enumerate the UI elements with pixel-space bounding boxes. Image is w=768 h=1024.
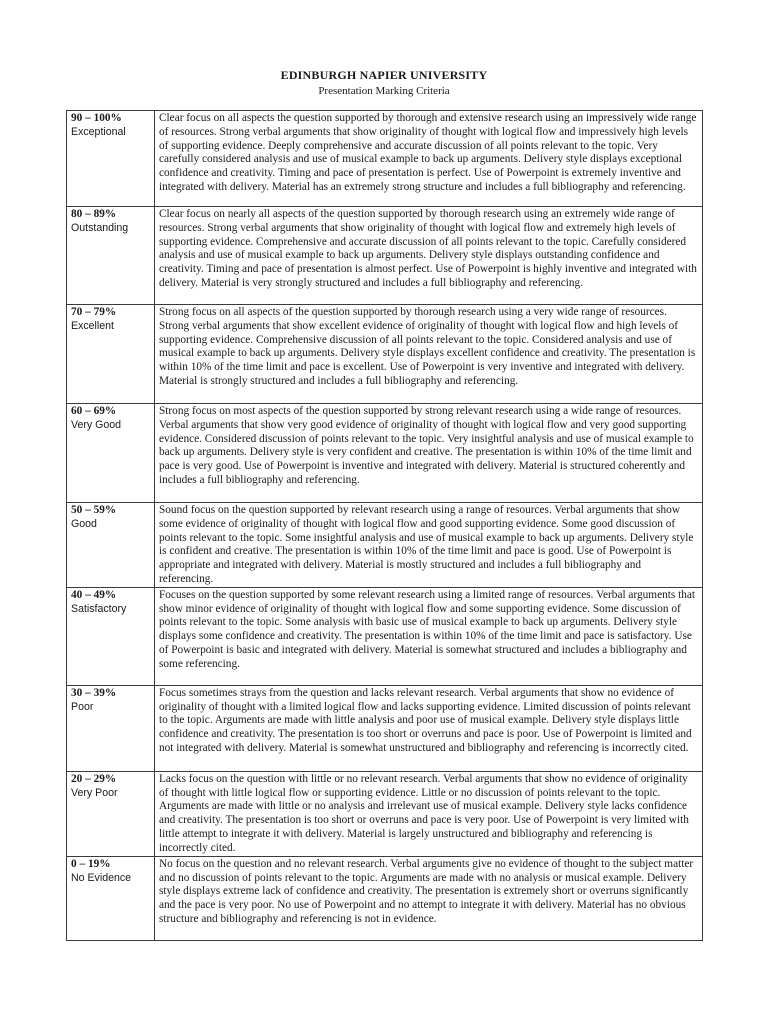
document-header — [0, 66, 768, 98]
grade-label: Good — [71, 517, 97, 530]
criteria-description: Sound focus on the question supported by relevant research using a range of resources. Verbal arguments that show some evidence of originality of thought with logical flow and good supporting evidence. Some good discussion of points relevant to the topic. Some insightful analysis and use of musical example to back up arguments. Delivery style is confident and creative. The presentation is within 10% of the time limit and pace is good. Use of Powerpoint is appropriate and integrated with delivery. Material is mostly structured and includes a full bibliography and referencing. — [155, 503, 703, 588]
grade-range: 0 – 19% — [71, 857, 111, 870]
criteria-row — [67, 207, 703, 305]
marking-criteria-table — [66, 110, 703, 941]
grade-cell — [67, 503, 155, 588]
grade-range: 70 – 79% — [71, 306, 117, 318]
grade-cell — [67, 856, 155, 940]
grade-label: Exceptional — [71, 125, 126, 138]
grade-label: Very Good — [71, 418, 122, 431]
grade-range: 80 – 89% — [71, 208, 117, 220]
grade-label: Excellent — [71, 319, 114, 332]
grade-cell — [67, 111, 155, 207]
criteria-row — [67, 305, 703, 404]
page-subtitle: Presentation Marking Criteria — [318, 85, 450, 97]
criteria-description: Clear focus on all aspects the question supported by thorough and extensive research using an impressively wide range of resources. Strong verbal arguments that show originality of thought with logical flow and impressively high levels of supporting evidence. Deeply comprehensive and accurate discussion of all points relevant to the topic. Very carefully considered analysis and use of musical example to back up arguments. Delivery style displays exceptional confidence and creativity. Timing and pace of presentation is perfect. Use of Powerpoint is extremely inventive and integrated with delivery. Material has an extremely strong structure and includes a full bibliography and referencing. — [155, 111, 703, 207]
grade-label: Outstanding — [71, 221, 129, 234]
grade-label: Satisfactory — [71, 602, 127, 615]
grade-cell — [67, 771, 155, 856]
criteria-description: Lacks focus on the question with little or no relevant research. Verbal arguments that show no evidence of originality of thought with little logical flow or supporting evidence. Little or no discussion of points relevant to the topic. Arguments are made with little or no analysis and irrelevant use of musical example. Delivery style lacks confidence and creativity. The presentation is too short or overruns and pace is very poor. Use of Powerpoint is very limited with little attempt to integrate it with delivery. Material is largely unstructured and bibliography and referencing is incorrectly cited. — [155, 771, 703, 856]
grade-range: 20 – 29% — [71, 772, 117, 785]
criteria-description: Focuses on the question supported by some relevant research using a limited range of resources. Verbal arguments that show minor evidence of originality of thought with logical flow and some supporting evidence. Some discussion of points relevant to the topic. Some analysis with basic use of musical example to back up arguments. Delivery style displays some confidence and creativity. The presentation is within 10% of the time limit and pace is satisfactory. Use of Powerpoint is basic and integrated with delivery. Material is somewhat structured and includes a bibliography and some referencing. — [155, 587, 703, 685]
grade-range: 50 – 59% — [71, 504, 117, 516]
criteria-description: Clear focus on nearly all aspects of the question supported by thorough research using an extremely wide range of resources. Strong verbal arguments that show originality of thought with logical flow and extremely high levels of supporting evidence. Comprehensive and accurate discussion of all points relevant to the topic. Carefully considered analysis and use of musical example to back up arguments. Delivery style displays outstanding confidence and creativity. Timing and pace of presentation is almost perfect. Use of Powerpoint is highly inventive and integrated with delivery. Material is very strongly structured and includes a full bibliography and referencing. — [155, 207, 703, 305]
criteria-description: Strong focus on all aspects of the question supported by thorough research using a very wide range of resources. Strong verbal arguments that show excellent evidence of originality of thought with logical flow and high levels of supporting evidence. Comprehensive discussion of all points relevant to the topic. Considered analysis and use of musical example to back up arguments. Delivery style displays excellent confidence and creativity. The presentation is within 10% of the time limit and pace is excellent. Use of Powerpoint is very inventive and integrated with delivery. Material is strongly structured and includes a full bibliography and referencing. — [155, 305, 703, 404]
criteria-description: Focus sometimes strays from the question and lacks relevant research. Verbal arguments that show no evidence of originality of thought with a limited logical flow and lacks supporting evidence. Limited discussion of points relevant to the topic. Arguments are made with little analysis and poor use of musical example. Delivery style displays little confidence and creativity. The presentation is too short or overruns and pace is poor. Use of Powerpoint is limited and not integrated with delivery. Material is somewhat unstructured and bibliography and referencing is incorrectly cited. — [155, 685, 703, 771]
criteria-description: No focus on the question and no relevant research. Verbal arguments give no evidence of thought to the subject matter and no discussion of points relevant to the topic. Arguments are made with no analysis or musical example. Delivery style displays extreme lack of confidence and creativity. The presentation is extremely short or overruns significantly and the pace is very poor. No use of Powerpoint and no attempt to integrate it with delivery. Material has no obvious structure and bibliography and referencing is not in evidence. — [155, 856, 703, 940]
grade-label: No Evidence — [71, 871, 132, 884]
grade-cell — [67, 207, 155, 305]
grade-label: Very Poor — [71, 786, 118, 799]
criteria-row — [67, 771, 703, 856]
criteria-row — [67, 503, 703, 588]
grade-range: 40 – 49% — [71, 588, 117, 601]
grade-cell — [67, 404, 155, 503]
grade-range: 90 – 100% — [71, 112, 122, 124]
criteria-row — [67, 856, 703, 940]
grade-cell — [67, 305, 155, 404]
grade-range: 60 – 69% — [71, 405, 117, 417]
grade-range: 30 – 39% — [71, 686, 117, 699]
page-title: EDINBURGH NAPIER UNIVERSITY — [280, 68, 488, 82]
criteria-row — [67, 404, 703, 503]
criteria-description: Strong focus on most aspects of the question supported by strong relevant research using a wide range of resources. Verbal arguments that show very good evidence of originality of thought with logical flow and very good supporting evidence. Considered discussion of points relevant to the topic. Very insightful analysis and use of musical example to back up arguments. Delivery style is very confident and creative. The presentation is within 10% of the time limit and pace is very good. Use of Powerpoint is inventive and integrated with delivery. Material is structured coherently and includes a full bibliography and referencing. — [155, 404, 703, 503]
grade-cell — [67, 587, 155, 685]
grade-label: Poor — [71, 700, 94, 713]
grade-cell — [67, 685, 155, 771]
criteria-row — [67, 111, 703, 207]
criteria-row — [67, 587, 703, 685]
criteria-row — [67, 685, 703, 771]
